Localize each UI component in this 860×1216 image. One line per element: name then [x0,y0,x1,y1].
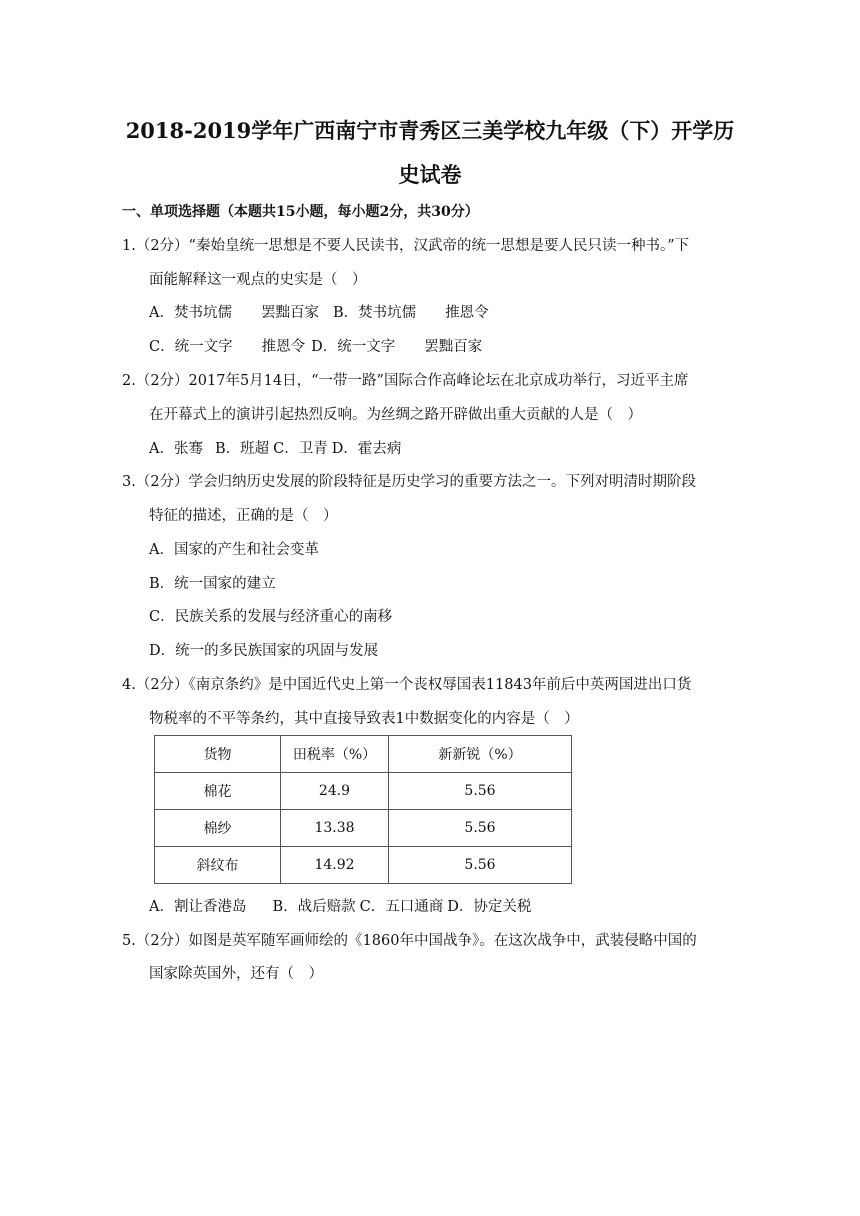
table-cell: 14.92 [281,847,389,884]
table-row [155,773,572,810]
option-c[interactable]: C．统一文字 推恩令 [149,339,306,355]
question-4-text-line-1: 4.（2分）《南京条约》是中国近代史上第一个丧权辱国表11843年前后中英两国进出口货 [122,677,692,693]
question-2-text-line-1: 2.（2分）2017年5月14日，“一带一路”国际合作高峰论坛在北京成功举行，习近平主席 [122,373,689,389]
option-a[interactable]: A．割让香港岛 [149,899,247,915]
option-b[interactable]: B．统一国家的建立 [149,576,276,592]
option-b[interactable]: B．班超 [214,441,270,457]
question-3-text-line-2: 特征的描述，正确的是（ ） [149,508,338,524]
exam-title-line-2: 史试卷 [398,162,462,187]
question-1-options-row-1 [149,303,489,323]
option-b[interactable]: B．战后赔款 [272,899,356,915]
option-d[interactable]: D．统一的多民族国家的巩固与发展 [149,643,379,659]
tax-rate-table [154,735,572,884]
table-cell: 5.56 [389,810,572,847]
question-5-text-line-1: 5.（2分）如图是英军随军画师绘的《1860年中国战争》。在这次战争中，武装侵略中国的 [122,933,697,949]
table-header-cell: 货物 [155,736,281,773]
question-4-options [149,897,531,917]
question-5-text-line-2: 国家除英国外，还有（ ） [149,966,323,982]
option-c[interactable]: C．卫青 [273,441,328,457]
table-cell: 棉花 [155,773,281,810]
option-a[interactable]: A．焚书坑儒 罢黜百家 [149,305,319,321]
table-header-row [155,736,572,773]
table-cell: 13.38 [281,810,389,847]
option-d[interactable]: D．霍去病 [331,441,402,457]
table-cell: 5.56 [389,773,572,810]
question-2-text-line-2: 在开幕式上的演讲引起热烈反响。为丝绸之路开辟做出重大贡献的人是（ ） [149,407,642,423]
exam-title-line-1: 2018-2019学年广西南宁市青秀区三美学校九年级（下）开学历 [125,118,735,143]
question-1-text-line-1: 1.（2分）“秦始皇统一思想是不要人民读书，汉武帝的统一思想是要人民只读一种书。”下 [122,238,690,254]
option-a[interactable]: A．国家的产生和社会变革 [149,542,319,558]
table-row [155,810,572,847]
section-heading: 一、单项选择题（本题共15小题，每小题2分，共30分） [122,204,479,220]
option-b[interactable]: B．焚书坑儒 推恩令 [332,305,489,321]
table-cell: 棉纱 [155,810,281,847]
question-1-options-row-2 [149,337,482,357]
question-3-text-line-1: 3.（2分）学会归纳历史发展的阶段特征是历史学习的重要方法之一。下列对明清时期阶段 [122,474,697,490]
option-c[interactable]: C．民族关系的发展与经济重心的南移 [149,609,393,625]
table-cell: 斜纹布 [155,847,281,884]
table-header-cell: 田税率（%） [281,736,389,773]
option-d[interactable]: D．协定关税 [447,899,532,915]
question-4-text-line-2: 物税率的不平等条约，其中直接导致表1中数据变化的内容是（ ） [149,711,579,727]
table-cell: 24.9 [281,773,389,810]
question-2-options [149,439,401,459]
table-header-cell: 新新锐（%） [389,736,572,773]
option-a[interactable]: A．张骞 [149,441,203,457]
table-row [155,847,572,884]
table-cell: 5.56 [389,847,572,884]
option-c[interactable]: C．五口通商 [359,899,444,915]
question-1-text-line-2: 面能解释这一观点的史实是（ ） [149,272,367,288]
option-d[interactable]: D．统一文字 罢黜百家 [311,339,483,355]
